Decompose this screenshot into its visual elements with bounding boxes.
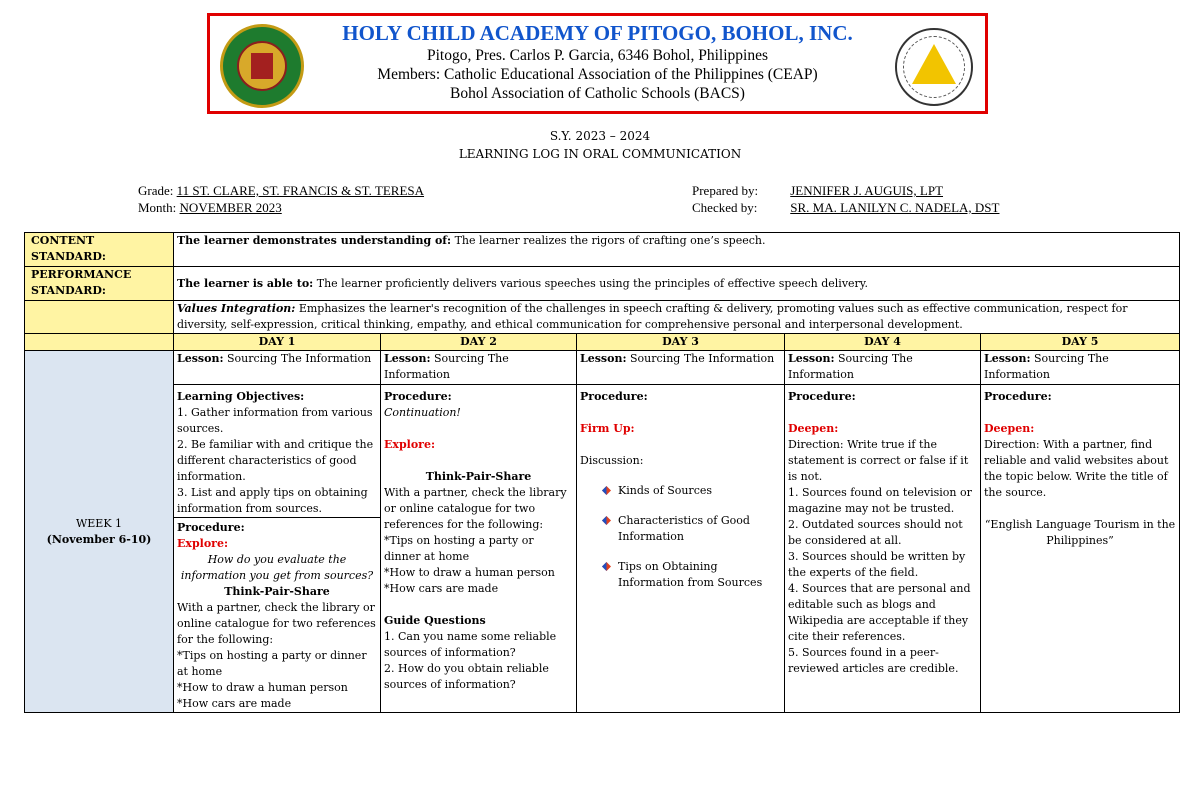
month-line bbox=[138, 200, 282, 216]
reference-item: *How to draw a human person bbox=[177, 681, 348, 694]
lesson-label: Lesson: bbox=[788, 352, 835, 365]
guide-question: 2. How do you obtain reliable sources of information? bbox=[384, 662, 549, 691]
grade-value: 11 ST. CLARE, ST. FRANCIS & ST. TERESA bbox=[176, 183, 425, 198]
content-standard-label: CONTENT STANDARD: bbox=[25, 233, 174, 267]
week-label: WEEK 1 bbox=[75, 516, 123, 530]
performance-standard-label: PERFORMANCE STANDARD: bbox=[25, 267, 174, 301]
reference-item: *Tips on hosting a party or dinner at home bbox=[384, 534, 534, 563]
evaluation-question: How do you evaluate the information you get from sources? bbox=[180, 553, 374, 582]
procedure-label: Procedure: bbox=[177, 521, 245, 534]
document-title: LEARNING LOG IN ORAL COMMUNICATION bbox=[458, 147, 742, 161]
day-header-2: DAY 2 bbox=[381, 334, 577, 351]
checked-line bbox=[692, 200, 999, 216]
day-header-1: DAY 1 bbox=[174, 334, 381, 351]
explore-label: Explore: bbox=[177, 537, 229, 550]
school-bacs: Bohol Association of Catholic Schools (BACS) bbox=[450, 85, 745, 102]
lesson-title: Sourcing The Information bbox=[227, 352, 372, 365]
lesson-label: Lesson: bbox=[177, 352, 224, 365]
week-dates: (November 6-10) bbox=[46, 532, 152, 546]
grade-label: Grade: bbox=[138, 183, 174, 198]
content-standard-row bbox=[25, 233, 1180, 267]
procedure-label: Procedure: bbox=[984, 390, 1052, 403]
discussion-bullet: Characteristics of Good Information bbox=[580, 513, 781, 545]
lesson-title: Sourcing The Information bbox=[788, 352, 913, 381]
objectives-label: Learning Objectives: bbox=[177, 390, 305, 403]
values-text: Emphasizes the learner's recognition of the challenges in speech crafting & delivery, promoting values such as effective communication, respect for diversity, self-expression, critical thinking, empathy, and ethical communication for comprehensive personal and interpersonal development. bbox=[177, 302, 1128, 331]
procedure-cell-day3 bbox=[577, 385, 785, 713]
explore-label: Explore: bbox=[384, 438, 436, 451]
procedure-cell-day2 bbox=[381, 385, 577, 713]
true-false-item: 4. Sources that are personal and editable such as blogs and Wikipedia are acceptable if they cite their references. bbox=[788, 582, 971, 643]
diamond-bullet-icon bbox=[602, 486, 611, 495]
content-standard-text: The learner realizes the rigors of crafting one’s speech. bbox=[454, 234, 766, 247]
lesson-cell-day5 bbox=[981, 351, 1180, 385]
performance-standard-lead: The learner is able to: bbox=[177, 276, 314, 290]
school-seal-logo bbox=[220, 24, 304, 108]
procedure-label: Procedure: bbox=[788, 390, 856, 403]
deepen-direction: Direction: With a partner, find reliable and valid websites about the topic below. Write the title of the source. bbox=[984, 438, 1169, 499]
reference-item: *How cars are made bbox=[384, 582, 499, 595]
day-header-3: DAY 3 bbox=[577, 334, 785, 351]
lesson-title: Sourcing The Information bbox=[630, 352, 775, 365]
reference-item: *How to draw a human person bbox=[384, 566, 555, 579]
lesson-row bbox=[25, 351, 1180, 385]
performance-standard-cell bbox=[174, 267, 1180, 301]
deepen-direction: Direction: Write true if the statement is correct or false if it is not. bbox=[788, 438, 969, 483]
lesson-cell-day1 bbox=[174, 351, 381, 385]
true-false-item: 5. Sources found in a peer-reviewed articles are credible. bbox=[788, 646, 959, 675]
continuation-text: Continuation! bbox=[384, 406, 461, 419]
lesson-title: Sourcing The Information bbox=[984, 352, 1109, 381]
grade-line bbox=[138, 183, 424, 199]
true-false-item: 3. Sources should be written by the experts of the field. bbox=[788, 550, 966, 579]
deepen-label: Deepen: bbox=[788, 422, 839, 435]
objective-item: 2. Be familiar with and critique the different characteristics of good information. bbox=[177, 438, 374, 483]
performance-standard-row bbox=[25, 267, 1180, 301]
objectives-cell-day1 bbox=[174, 385, 381, 518]
content-standard-lead: The learner demonstrates understanding of: bbox=[177, 234, 452, 247]
think-pair-share-text: With a partner, check the library or online catalogue for two references for the following: bbox=[384, 486, 567, 531]
procedure-label: Procedure: bbox=[384, 390, 452, 403]
deepen-label: Deepen: bbox=[984, 422, 1035, 435]
content-standard-cell bbox=[174, 233, 1180, 267]
procedure-cell-day1 bbox=[174, 518, 381, 713]
lesson-label: Lesson: bbox=[384, 352, 431, 365]
week-cell bbox=[25, 351, 174, 713]
school-year: S.Y. 2023 – 2024 bbox=[549, 129, 651, 143]
guide-question: 1. Can you name some reliable sources of information? bbox=[384, 630, 557, 659]
diamond-bullet-icon bbox=[602, 562, 611, 571]
discussion-bullet: Kinds of Sources bbox=[580, 483, 781, 499]
day-header-4: DAY 4 bbox=[785, 334, 981, 351]
reference-item: *Tips on hosting a party or dinner at home bbox=[177, 649, 367, 678]
bacs-seal-logo bbox=[895, 28, 973, 106]
school-name: HOLY CHILD ACADEMY OF PITOGO, BOHOL, INC. bbox=[342, 21, 853, 45]
prepared-value: JENNIFER J. AUGUIS, LPT bbox=[790, 183, 944, 198]
lesson-label: Lesson: bbox=[984, 352, 1031, 365]
values-cell bbox=[174, 301, 1180, 334]
day-header-row bbox=[25, 334, 1180, 351]
school-address: Pitogo, Pres. Carlos P. Garcia, 6346 Bohol, Philippines bbox=[427, 47, 768, 64]
think-pair-share-heading: Think-Pair-Share bbox=[425, 470, 532, 483]
learning-log-table bbox=[24, 232, 1180, 713]
prepared-label: Prepared by: bbox=[692, 183, 759, 198]
procedure-row bbox=[25, 385, 1180, 518]
lesson-title: Sourcing The Information bbox=[384, 352, 509, 381]
reference-item: *How cars are made bbox=[177, 697, 292, 710]
firm-up-label: Firm Up: bbox=[580, 422, 635, 435]
performance-standard-text: The learner proficiently delivers various speeches using the principles of effective speech delivery. bbox=[316, 276, 869, 290]
diamond-bullet-icon bbox=[602, 516, 611, 525]
lesson-cell-day4 bbox=[785, 351, 981, 385]
day-header-5: DAY 5 bbox=[981, 334, 1180, 351]
school-members: Members: Catholic Educational Association of the Philippines (CEAP) bbox=[377, 66, 818, 83]
school-header bbox=[207, 13, 988, 114]
prepared-line bbox=[692, 183, 943, 199]
research-topic: “English Language Tourism in the Philippines” bbox=[984, 518, 1176, 547]
procedure-label: Procedure: bbox=[580, 390, 648, 403]
think-pair-share-text: With a partner, check the library or online catalogue for two references for the following: bbox=[177, 601, 376, 646]
discussion-bullet: Tips on Obtaining Information from Sources bbox=[580, 559, 781, 591]
month-value: NOVEMBER 2023 bbox=[179, 200, 282, 215]
discussion-label: Discussion: bbox=[580, 454, 644, 467]
values-row bbox=[25, 301, 1180, 334]
values-lead: Values Integration: bbox=[177, 302, 296, 315]
month-label: Month: bbox=[138, 200, 177, 215]
checked-label: Checked by: bbox=[692, 200, 758, 215]
objective-item: 3. List and apply tips on obtaining information from sources. bbox=[177, 486, 368, 515]
lesson-label: Lesson: bbox=[580, 352, 627, 365]
procedure-cell-day4 bbox=[785, 385, 981, 713]
objective-item: 1. Gather information from various sources. bbox=[177, 406, 373, 435]
true-false-item: 1. Sources found on television or magazine may not be trusted. bbox=[788, 486, 972, 515]
checked-value: SR. MA. LANILYN C. NADELA, DST bbox=[790, 200, 1000, 215]
lesson-cell-day2 bbox=[381, 351, 577, 385]
lesson-cell-day3 bbox=[577, 351, 785, 385]
procedure-cell-day5 bbox=[981, 385, 1180, 713]
think-pair-share-heading: Think-Pair-Share bbox=[224, 585, 330, 598]
guide-questions-heading: Guide Questions bbox=[384, 614, 486, 627]
true-false-item: 2. Outdated sources should not be considered at all. bbox=[788, 518, 963, 547]
